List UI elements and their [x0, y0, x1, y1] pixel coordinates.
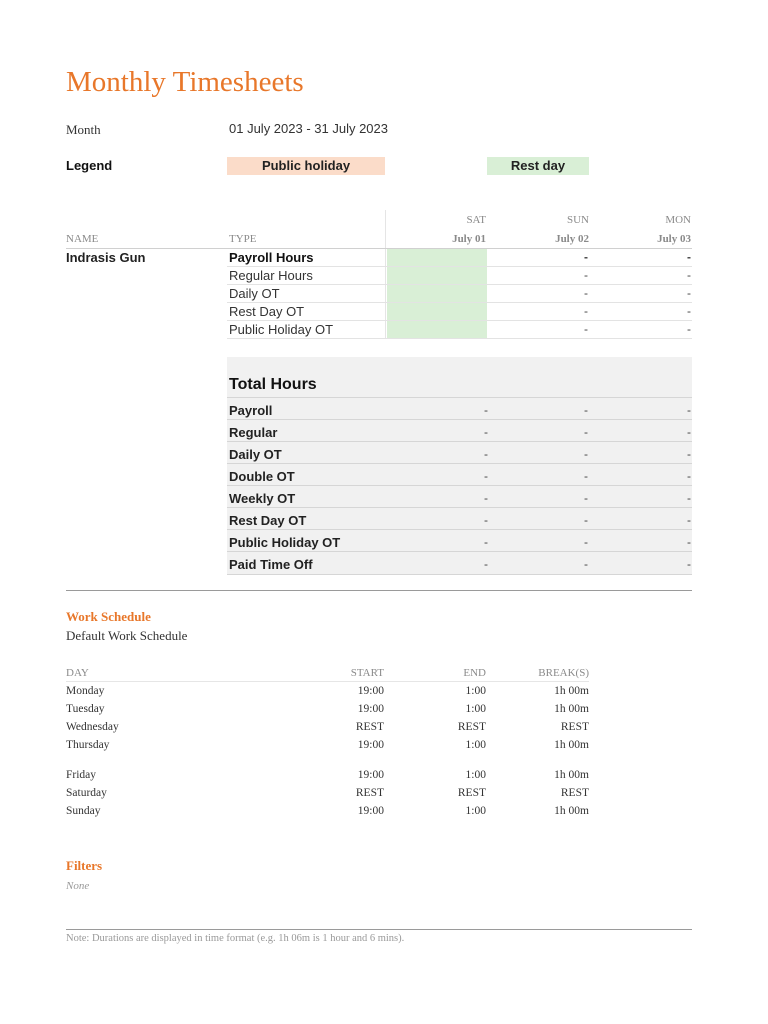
total-value: -: [687, 557, 691, 571]
month-label: Month: [66, 122, 101, 137]
ws-end: 1:00: [465, 703, 486, 715]
work-schedule-subtitle: Default Work Schedule: [66, 628, 188, 643]
ws-end: 1:00: [465, 739, 486, 751]
header-rule: [66, 248, 692, 249]
col-header-name: NAME: [66, 233, 99, 245]
ws-header-breaks: BREAK(S): [538, 667, 589, 679]
value-cell: -: [584, 268, 588, 282]
ws-end: REST: [457, 787, 486, 799]
type-rest-day-ot: Rest Day OT: [229, 304, 305, 319]
total-value: -: [484, 403, 488, 417]
ws-breaks: 1h 00m: [554, 805, 589, 817]
ws-breaks: 1h 00m: [554, 703, 589, 715]
ws-day: Friday: [66, 769, 97, 781]
total-value: -: [584, 469, 588, 483]
total-value: -: [484, 557, 488, 571]
total-value: -: [484, 491, 488, 505]
rest-day-cell: [387, 249, 487, 266]
legend-label: Legend: [66, 158, 113, 173]
total-value: -: [687, 513, 691, 527]
value-cell: -: [687, 250, 691, 264]
total-hours-title: Total Hours: [229, 376, 317, 393]
total-value: -: [584, 425, 588, 439]
total-value: -: [484, 447, 488, 461]
row-divider: [227, 302, 692, 303]
rest-day-cell: [387, 267, 487, 284]
ws-day: Thursday: [66, 739, 110, 751]
ws-day: Sunday: [66, 805, 101, 817]
total-value: -: [484, 469, 488, 483]
footnote: Note: Durations are displayed in time format (e.g. 1h 06m is 1 hour and 6 mins).: [66, 933, 405, 944]
ws-day: Wednesday: [66, 721, 119, 733]
total-label-weekly-ot: Weekly OT: [229, 491, 296, 506]
total-value: -: [484, 425, 488, 439]
date-header-sun: July 02: [555, 233, 589, 245]
total-label-regular: Regular: [229, 425, 278, 440]
ws-breaks: 1h 00m: [554, 739, 589, 751]
value-cell: -: [584, 250, 588, 264]
total-value: -: [687, 469, 691, 483]
total-value: -: [584, 447, 588, 461]
ws-day: Saturday: [66, 787, 107, 799]
rest-day-cell: [387, 285, 487, 302]
filters-value: None: [66, 880, 90, 892]
ws-breaks: REST: [560, 787, 589, 799]
section-divider: [66, 590, 692, 591]
value-cell: -: [584, 322, 588, 336]
legend-public-holiday: Public holiday: [227, 157, 385, 175]
total-value: -: [484, 513, 488, 527]
total-label-daily-ot: Daily OT: [229, 447, 282, 462]
ws-start: REST: [355, 721, 384, 733]
total-label-public-holiday-ot: Public Holiday OT: [229, 535, 341, 550]
ws-day: Tuesday: [66, 703, 105, 715]
total-value: -: [584, 403, 588, 417]
ws-breaks: 1h 00m: [554, 769, 589, 781]
date-header-mon: July 03: [657, 233, 691, 245]
ws-header-day: DAY: [66, 667, 89, 679]
employee-name: Indrasis Gun: [66, 250, 146, 265]
rest-day-cell: [387, 303, 487, 320]
total-value: -: [584, 557, 588, 571]
total-label-payroll: Payroll: [229, 403, 273, 418]
total-label-double-ot: Double OT: [229, 469, 295, 484]
value-cell: -: [584, 286, 588, 300]
type-payroll-hours: Payroll Hours: [229, 250, 314, 265]
total-value: -: [687, 535, 691, 549]
date-header-sat: July 01: [452, 233, 486, 245]
total-label-rest-day-ot: Rest Day OT: [229, 513, 307, 528]
total-value: -: [687, 403, 691, 417]
ws-start: 19:00: [357, 685, 384, 697]
row-divider: [227, 338, 692, 339]
value-cell: -: [687, 268, 691, 282]
type-public-holiday-ot: Public Holiday OT: [229, 322, 334, 337]
total-value: -: [584, 535, 588, 549]
ws-header-end: END: [463, 667, 486, 679]
total-value: -: [687, 447, 691, 461]
ws-breaks: REST: [560, 721, 589, 733]
ws-breaks: 1h 00m: [554, 685, 589, 697]
ws-start: 19:00: [357, 739, 384, 751]
month-value: 01 July 2023 - 31 July 2023: [229, 121, 388, 136]
table-column-divider: [385, 210, 386, 338]
ws-day: Monday: [66, 685, 105, 697]
ws-start: 19:00: [357, 769, 384, 781]
row-divider: [227, 320, 692, 321]
value-cell: -: [584, 304, 588, 318]
ws-start: 19:00: [357, 703, 384, 715]
row-divider: [227, 266, 692, 267]
total-value: -: [687, 491, 691, 505]
type-regular-hours: Regular Hours: [229, 268, 313, 283]
ws-end: REST: [457, 721, 486, 733]
total-label-paid-time-off: Paid Time Off: [229, 557, 313, 572]
ws-header-start: START: [350, 667, 384, 679]
day-header-mon: MON: [665, 214, 691, 226]
row-divider: [227, 284, 692, 285]
ws-header-rule: [66, 681, 589, 682]
ws-start: REST: [355, 787, 384, 799]
value-cell: -: [687, 322, 691, 336]
total-value: -: [584, 491, 588, 505]
value-cell: -: [687, 304, 691, 318]
filters-title: Filters: [66, 858, 103, 873]
rest-day-cell: [387, 321, 487, 338]
type-daily-ot: Daily OT: [229, 286, 280, 301]
legend-rest-day: Rest day: [487, 157, 589, 175]
day-header-sat: SAT: [466, 214, 486, 226]
ws-end: 1:00: [465, 685, 486, 697]
ws-start: 19:00: [357, 805, 384, 817]
col-header-type: TYPE: [229, 233, 257, 245]
footer-divider: [66, 929, 692, 930]
ws-end: 1:00: [465, 769, 486, 781]
day-header-sun: SUN: [566, 214, 589, 226]
total-value: -: [584, 513, 588, 527]
work-schedule-title: Work Schedule: [66, 609, 151, 624]
ws-end: 1:00: [465, 805, 486, 817]
total-value: -: [687, 425, 691, 439]
value-cell: -: [687, 286, 691, 300]
page-title: Monthly Timesheets: [66, 66, 304, 98]
total-value: -: [484, 535, 488, 549]
